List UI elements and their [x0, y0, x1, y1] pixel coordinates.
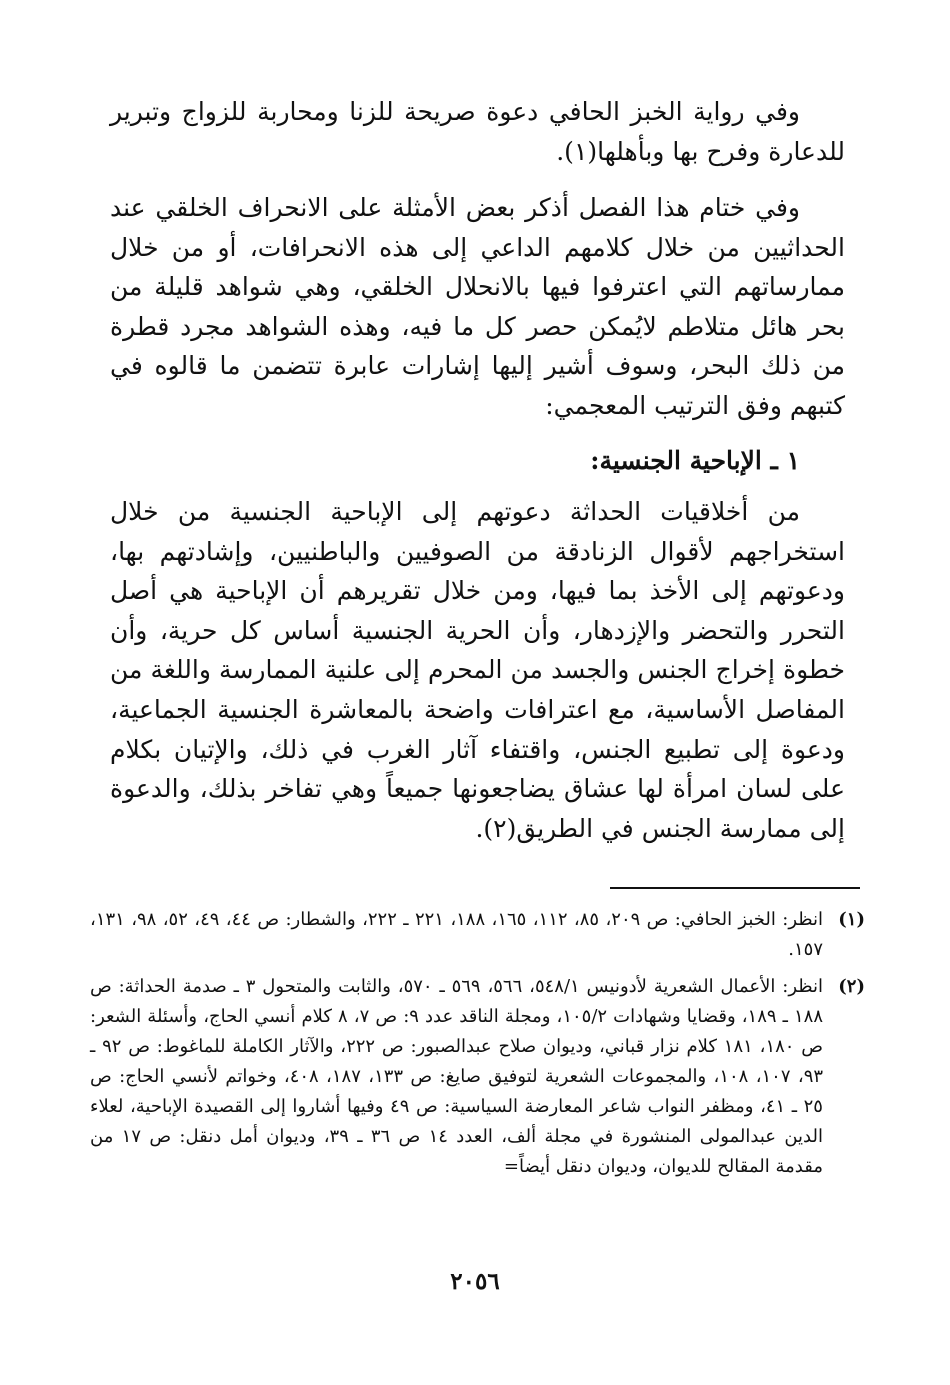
footnote-text: انظر: الأعمال الشعرية لأدونيس ٥٤٨/١، ٥٦٦، ٥٦٩ ـ ٥٧٠، والثابت والمتحول ٣ ـ صدمة الحداثة: ص ١٨٨ ـ ١٨٩، وقضايا وشهادات ١٠٥/٢، ومجلة الناقد عدد ٩: ص ٧، ٨ كلام أنسي الحاج، وأسئلة الشعر: ص ١٨٠، ١٨١ كلام نزار قباني، وديوان صلاح عبدالصبور: ص ٢٢٢، والآثار الكاملة للماغوط: ص ٩٢ ـ ٩٣، ١٠٧، ١٠٨، والمجموعات الشعرية لتوفيق صايغ: ص ١٣٣، ١٨٧، ٤٠٨، وخواتم لأنسي الحاج: ص ٢٥ ـ ٤١، ومظفر النواب شاعر المعارضة السياسية: ص ٤٩ وفيها أشاروا إلى القصيدة الإباحية، لعلاء الدين عبدالمولى المنشورة في مجلة ألف، العدد ١٤ ص ٣٦ ـ ٣٩، وديوان أمل دنقل: ص ١٧ من مقدمة المقالح للديوان، وديوان دنقل أيضاً= — [90, 976, 824, 1177]
body-paragraph-3: من أخلاقيات الحداثة دعوتهم إلى الإباحية الجنسية من خلال استخراجهم لأقوال الزنادقة من الصوفيين والباطنيين، وإشادتهم بها، ودعوتهم إلى الأخذ بما فيها، ومن خلال تقريرهم أن الإباحية هي أصل التحرر والتحضر والإزدهار، وأن الحرية الجنسية أساس كل حرية، وأن خطوة إخراج الجنس والجسد من المحرم إلى علنية الممارسة واللغة من المفاصل الأساسية، مع اعترافات واضحة بالمعاشرة الجنسية الجماعية، ودعوة إلى تطبيع الجنس، واقتفاء آثار الغرب في ذلك، والإتيان بكلام على لسان امرأة لها عشاق يضاجعونها جميعاً وهي تفاخر بذلك، والدعوة إلى ممارسة الجنس في الطريق(٢). — [110, 497, 845, 843]
footnote-2 — [90, 972, 865, 1182]
body-paragraph-2: وفي ختام هذا الفصل أذكر بعض الأمثلة على الانحراف الخلقي عند الحداثيين من خلال كلامهم الداعي إلى هذه الانحرافات، أو من خلال ممارساتهم التي اعترفوا فيها بالانحلال الخلقي، وهي شواهد قليلة من بحر هائل متلاطم لايُمكن حصر كل ما فيه، وهذه الشواهد مجرد قطرة من ذلك البحر، وسوف أشير إليها إشارات عابرة تتضمن ما قالوه في كتبهم وفق الترتيب المعجمي: — [110, 193, 845, 420]
page-number: ٢٠٥٦ — [450, 1268, 500, 1295]
section-heading: ١ ـ الإباحية الجنسية: — [590, 446, 800, 475]
footnote-number: (١) — [838, 909, 865, 930]
footnote-divider — [610, 887, 860, 889]
body-paragraph-1: وفي رواية الخبز الحافي دعوة صريحة للزنا ومحاربة للزواج وتبرير للدعارة وفرح بها وبأهلها(١). — [110, 97, 845, 166]
footnote-number: (٢) — [838, 976, 865, 997]
footnote-text: انظر: الخبز الحافي: ص ٢٠٩، ٨٥، ١١٢، ١٦٥، ١٨٨، ٢٢١ ـ ٢٢٢، والشطار: ص ٤٤، ٤٩، ٥٢، ٩٨، ١٣١، ١٥٧. — [90, 909, 824, 960]
footnote-1 — [90, 905, 865, 965]
